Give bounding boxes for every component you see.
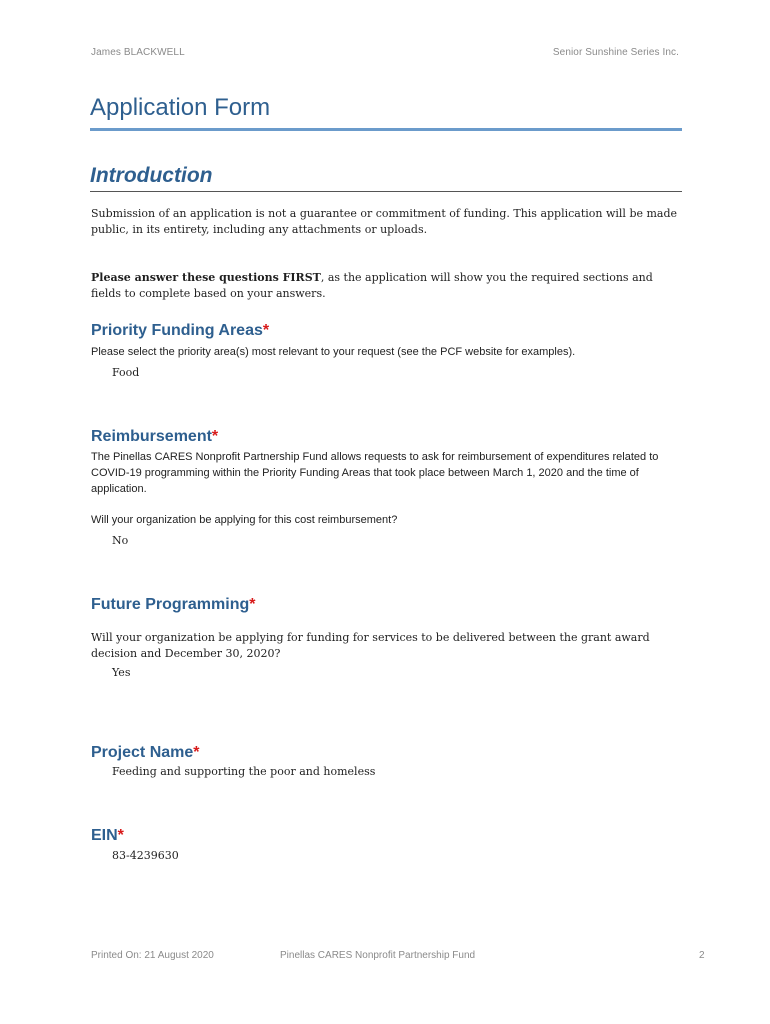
introduction-divider xyxy=(90,191,682,192)
instructions-paragraph xyxy=(91,270,681,302)
introduction-heading: Introduction xyxy=(90,164,213,187)
ein-heading xyxy=(91,827,124,845)
header-applicant-name: James BLACKWELL xyxy=(91,47,185,58)
header-organization-name: Senior Sunshine Series Inc. xyxy=(552,47,679,58)
footer-printed-date: Printed On: 21 August 2020 xyxy=(91,950,214,961)
required-marker: * xyxy=(193,744,200,761)
required-marker: * xyxy=(211,428,219,445)
reimbursement-note: The Pinellas CARES Nonprofit Partnership Fund allows requests to ask for reimbursement of expenditures related to COVID-19 programming within the Priority Funding Areas that took place between March 1, 2020 and the time of application. xyxy=(91,451,659,495)
footer-fund-name: Pinellas CARES Nonprofit Partnership Fund xyxy=(280,950,476,961)
required-marker: * xyxy=(262,322,270,339)
project-name-answer: Feeding and supporting the poor and homeless xyxy=(112,765,376,778)
introduction-paragraph: Submission of an application is not a guarantee or commitment of funding. This application will be made public, in its entirety, including any attachments or uploads. xyxy=(91,207,678,236)
future-programming-heading xyxy=(91,596,255,614)
reimbursement-heading xyxy=(91,428,218,446)
instructions-emphasis: Please answer these questions FIRST xyxy=(91,271,321,284)
future-programming-answer: Yes xyxy=(112,666,131,679)
priority-funding-label: Priority Funding Areas xyxy=(91,322,263,339)
instructions-text: , as the application will show you the required sections and fields to complete based on your answers. xyxy=(91,271,653,300)
required-marker: * xyxy=(249,596,256,613)
ein-answer: 83-4239630 xyxy=(112,849,179,862)
priority-funding-heading xyxy=(91,322,269,340)
priority-funding-note: Please select the priority area(s) most relevant to your request (see the PCF website for examples). xyxy=(91,346,576,358)
ein-label: EIN xyxy=(91,827,118,844)
reimbursement-question: Will your organization be applying for this cost reimbursement? xyxy=(91,514,398,526)
future-programming-question: Will your organization be applying for funding for services to be delivered between the grant award decision and December 30, 2020? xyxy=(91,631,650,660)
reimbursement-answer: No xyxy=(112,534,129,547)
title-divider xyxy=(90,128,682,131)
page-title: Application Form xyxy=(90,94,271,121)
footer-page-number: 2 xyxy=(699,950,705,961)
required-marker: * xyxy=(117,827,124,844)
priority-funding-answer: Food xyxy=(112,366,140,379)
project-name-heading xyxy=(91,744,200,762)
future-programming-label: Future Programming xyxy=(91,596,250,613)
reimbursement-label: Reimbursement xyxy=(91,428,212,445)
project-name-label: Project Name xyxy=(91,744,194,761)
